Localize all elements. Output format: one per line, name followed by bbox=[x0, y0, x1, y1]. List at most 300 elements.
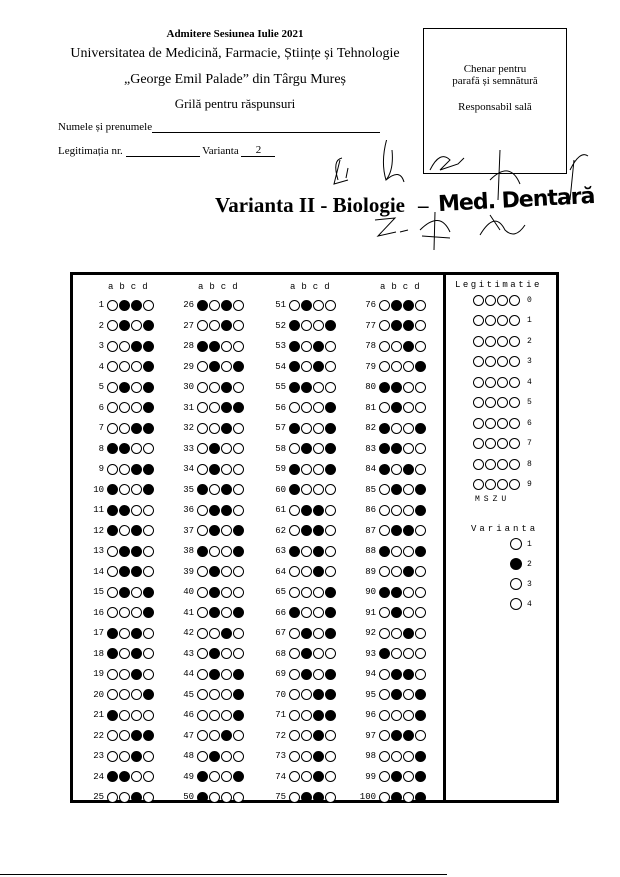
bubble-d[interactable] bbox=[143, 402, 154, 413]
bubble-a[interactable] bbox=[289, 402, 300, 413]
bubble-d[interactable] bbox=[325, 423, 336, 434]
bubble-c[interactable] bbox=[131, 648, 142, 659]
bubble-c[interactable] bbox=[221, 566, 232, 577]
legitimatie-bubble[interactable] bbox=[485, 377, 496, 388]
bubble-a[interactable] bbox=[379, 402, 390, 413]
bubble-c[interactable] bbox=[221, 792, 232, 803]
bubble-a[interactable] bbox=[107, 525, 118, 536]
bubble-b[interactable] bbox=[119, 566, 130, 577]
bubble-d[interactable] bbox=[143, 546, 154, 557]
bubble-d[interactable] bbox=[233, 771, 244, 782]
bubble-a[interactable] bbox=[197, 505, 208, 516]
bubble-b[interactable] bbox=[119, 730, 130, 741]
legitimatie-bubble[interactable] bbox=[473, 418, 484, 429]
bubble-c[interactable] bbox=[131, 443, 142, 454]
bubble-a[interactable] bbox=[107, 546, 118, 557]
bubble-b[interactable] bbox=[209, 402, 220, 413]
bubble-d[interactable] bbox=[325, 464, 336, 475]
bubble-b[interactable] bbox=[391, 423, 402, 434]
bubble-d[interactable] bbox=[143, 710, 154, 721]
bubble-a[interactable] bbox=[197, 669, 208, 680]
bubble-c[interactable] bbox=[221, 628, 232, 639]
legitimatie-bubble[interactable] bbox=[497, 315, 508, 326]
bubble-b[interactable] bbox=[391, 443, 402, 454]
bubble-c[interactable] bbox=[313, 648, 324, 659]
bubble-d[interactable] bbox=[325, 525, 336, 536]
bubble-b[interactable] bbox=[119, 689, 130, 700]
bubble-b[interactable] bbox=[301, 443, 312, 454]
bubble-a[interactable] bbox=[197, 341, 208, 352]
bubble-c[interactable] bbox=[313, 300, 324, 311]
bubble-b[interactable] bbox=[209, 484, 220, 495]
bubble-b[interactable] bbox=[119, 648, 130, 659]
bubble-d[interactable] bbox=[325, 648, 336, 659]
bubble-a[interactable] bbox=[379, 484, 390, 495]
bubble-b[interactable] bbox=[301, 628, 312, 639]
bubble-d[interactable] bbox=[415, 300, 426, 311]
bubble-c[interactable] bbox=[403, 771, 414, 782]
bubble-d[interactable] bbox=[325, 443, 336, 454]
bubble-c[interactable] bbox=[221, 320, 232, 331]
bubble-d[interactable] bbox=[415, 423, 426, 434]
bubble-b[interactable] bbox=[391, 628, 402, 639]
bubble-b[interactable] bbox=[391, 587, 402, 598]
bubble-b[interactable] bbox=[301, 423, 312, 434]
bubble-c[interactable] bbox=[313, 546, 324, 557]
bubble-a[interactable] bbox=[289, 361, 300, 372]
bubble-d[interactable] bbox=[325, 730, 336, 741]
bubble-c[interactable] bbox=[403, 792, 414, 803]
bubble-b[interactable] bbox=[209, 423, 220, 434]
bubble-d[interactable] bbox=[415, 792, 426, 803]
bubble-b[interactable] bbox=[301, 587, 312, 598]
bubble-b[interactable] bbox=[391, 361, 402, 372]
bubble-b[interactable] bbox=[119, 341, 130, 352]
bubble-c[interactable] bbox=[221, 607, 232, 618]
bubble-b[interactable] bbox=[119, 505, 130, 516]
bubble-c[interactable] bbox=[313, 464, 324, 475]
name-value[interactable] bbox=[152, 132, 380, 133]
bubble-c[interactable] bbox=[131, 607, 142, 618]
bubble-d[interactable] bbox=[325, 751, 336, 762]
bubble-a[interactable] bbox=[379, 341, 390, 352]
bubble-b[interactable] bbox=[119, 300, 130, 311]
bubble-a[interactable] bbox=[379, 587, 390, 598]
bubble-d[interactable] bbox=[233, 710, 244, 721]
bubble-c[interactable] bbox=[221, 730, 232, 741]
bubble-c[interactable] bbox=[313, 505, 324, 516]
varianta-bubble[interactable] bbox=[510, 598, 522, 610]
bubble-c[interactable] bbox=[131, 341, 142, 352]
legitimatie-bubble[interactable] bbox=[473, 397, 484, 408]
bubble-a[interactable] bbox=[289, 587, 300, 598]
bubble-b[interactable] bbox=[209, 361, 220, 372]
legitimatie-bubble[interactable] bbox=[509, 418, 520, 429]
bubble-d[interactable] bbox=[233, 443, 244, 454]
id-value[interactable] bbox=[126, 156, 200, 157]
bubble-d[interactable] bbox=[143, 484, 154, 495]
bubble-d[interactable] bbox=[233, 505, 244, 516]
bubble-c[interactable] bbox=[403, 320, 414, 331]
bubble-a[interactable] bbox=[107, 607, 118, 618]
bubble-b[interactable] bbox=[391, 546, 402, 557]
bubble-d[interactable] bbox=[325, 792, 336, 803]
bubble-b[interactable] bbox=[391, 689, 402, 700]
legitimatie-bubble[interactable] bbox=[485, 479, 496, 490]
bubble-c[interactable] bbox=[313, 484, 324, 495]
bubble-b[interactable] bbox=[391, 771, 402, 782]
bubble-d[interactable] bbox=[143, 566, 154, 577]
bubble-c[interactable] bbox=[403, 402, 414, 413]
legitimatie-bubble[interactable] bbox=[497, 295, 508, 306]
bubble-b[interactable] bbox=[301, 607, 312, 618]
bubble-a[interactable] bbox=[197, 300, 208, 311]
bubble-b[interactable] bbox=[301, 402, 312, 413]
bubble-a[interactable] bbox=[379, 751, 390, 762]
legitimatie-bubble[interactable] bbox=[509, 438, 520, 449]
bubble-b[interactable] bbox=[391, 751, 402, 762]
bubble-d[interactable] bbox=[325, 628, 336, 639]
bubble-a[interactable] bbox=[107, 689, 118, 700]
bubble-d[interactable] bbox=[415, 689, 426, 700]
name-field[interactable] bbox=[58, 121, 380, 133]
bubble-d[interactable] bbox=[143, 771, 154, 782]
legitimatie-bubble[interactable] bbox=[473, 459, 484, 470]
bubble-d[interactable] bbox=[233, 525, 244, 536]
bubble-b[interactable] bbox=[209, 320, 220, 331]
bubble-d[interactable] bbox=[233, 628, 244, 639]
bubble-b[interactable] bbox=[301, 382, 312, 393]
legitimatie-bubble[interactable] bbox=[473, 438, 484, 449]
bubble-c[interactable] bbox=[221, 300, 232, 311]
bubble-d[interactable] bbox=[233, 689, 244, 700]
bubble-a[interactable] bbox=[107, 710, 118, 721]
bubble-c[interactable] bbox=[403, 587, 414, 598]
legitimatie-bubble[interactable] bbox=[497, 336, 508, 347]
bubble-b[interactable] bbox=[119, 546, 130, 557]
bubble-b[interactable] bbox=[209, 566, 220, 577]
bubble-a[interactable] bbox=[379, 566, 390, 577]
bubble-d[interactable] bbox=[143, 525, 154, 536]
bubble-a[interactable] bbox=[197, 792, 208, 803]
bubble-c[interactable] bbox=[313, 710, 324, 721]
bubble-a[interactable] bbox=[289, 771, 300, 782]
bubble-a[interactable] bbox=[379, 628, 390, 639]
bubble-a[interactable] bbox=[107, 300, 118, 311]
bubble-d[interactable] bbox=[233, 587, 244, 598]
bubble-b[interactable] bbox=[301, 320, 312, 331]
bubble-d[interactable] bbox=[233, 566, 244, 577]
legitimatie-bubble[interactable] bbox=[509, 479, 520, 490]
bubble-d[interactable] bbox=[233, 751, 244, 762]
bubble-d[interactable] bbox=[415, 341, 426, 352]
legitimatie-bubble[interactable] bbox=[497, 459, 508, 470]
bubble-d[interactable] bbox=[415, 648, 426, 659]
legitimatie-bubble[interactable] bbox=[509, 356, 520, 367]
bubble-a[interactable] bbox=[107, 484, 118, 495]
bubble-a[interactable] bbox=[107, 648, 118, 659]
bubble-d[interactable] bbox=[233, 341, 244, 352]
bubble-a[interactable] bbox=[197, 525, 208, 536]
legitimatie-bubble[interactable] bbox=[473, 315, 484, 326]
bubble-a[interactable] bbox=[379, 710, 390, 721]
bubble-b[interactable] bbox=[391, 648, 402, 659]
bubble-d[interactable] bbox=[233, 669, 244, 680]
bubble-b[interactable] bbox=[301, 689, 312, 700]
bubble-b[interactable] bbox=[301, 730, 312, 741]
bubble-d[interactable] bbox=[415, 566, 426, 577]
bubble-b[interactable] bbox=[209, 341, 220, 352]
bubble-b[interactable] bbox=[301, 751, 312, 762]
bubble-c[interactable] bbox=[131, 525, 142, 536]
bubble-d[interactable] bbox=[415, 320, 426, 331]
bubble-b[interactable] bbox=[301, 566, 312, 577]
bubble-d[interactable] bbox=[415, 361, 426, 372]
bubble-b[interactable] bbox=[391, 382, 402, 393]
bubble-c[interactable] bbox=[313, 402, 324, 413]
bubble-c[interactable] bbox=[221, 689, 232, 700]
bubble-b[interactable] bbox=[391, 525, 402, 536]
bubble-b[interactable] bbox=[119, 710, 130, 721]
bubble-c[interactable] bbox=[403, 751, 414, 762]
bubble-b[interactable] bbox=[209, 300, 220, 311]
legitimatie-bubble[interactable] bbox=[485, 459, 496, 470]
bubble-a[interactable] bbox=[197, 710, 208, 721]
bubble-c[interactable] bbox=[131, 792, 142, 803]
bubble-c[interactable] bbox=[131, 689, 142, 700]
legitimatie-bubble[interactable] bbox=[485, 336, 496, 347]
legitimatie-bubble[interactable] bbox=[509, 336, 520, 347]
bubble-a[interactable] bbox=[197, 484, 208, 495]
bubble-a[interactable] bbox=[107, 443, 118, 454]
bubble-b[interactable] bbox=[119, 484, 130, 495]
bubble-c[interactable] bbox=[131, 771, 142, 782]
legitimatie-bubble[interactable] bbox=[473, 479, 484, 490]
legitimatie-bubble[interactable] bbox=[497, 377, 508, 388]
bubble-d[interactable] bbox=[143, 669, 154, 680]
bubble-d[interactable] bbox=[143, 382, 154, 393]
bubble-b[interactable] bbox=[391, 505, 402, 516]
bubble-a[interactable] bbox=[107, 361, 118, 372]
bubble-d[interactable] bbox=[143, 587, 154, 598]
bubble-d[interactable] bbox=[415, 464, 426, 475]
bubble-d[interactable] bbox=[143, 464, 154, 475]
bubble-d[interactable] bbox=[233, 648, 244, 659]
bubble-b[interactable] bbox=[119, 525, 130, 536]
bubble-a[interactable] bbox=[107, 320, 118, 331]
bubble-c[interactable] bbox=[403, 484, 414, 495]
bubble-a[interactable] bbox=[289, 484, 300, 495]
legitimatie-bubble[interactable] bbox=[497, 438, 508, 449]
bubble-d[interactable] bbox=[325, 771, 336, 782]
bubble-a[interactable] bbox=[289, 607, 300, 618]
bubble-c[interactable] bbox=[221, 443, 232, 454]
bubble-b[interactable] bbox=[209, 587, 220, 598]
bubble-b[interactable] bbox=[119, 751, 130, 762]
bubble-c[interactable] bbox=[403, 464, 414, 475]
bubble-b[interactable] bbox=[301, 771, 312, 782]
bubble-d[interactable] bbox=[415, 525, 426, 536]
bubble-b[interactable] bbox=[301, 546, 312, 557]
bubble-a[interactable] bbox=[289, 710, 300, 721]
bubble-a[interactable] bbox=[197, 607, 208, 618]
bubble-a[interactable] bbox=[107, 423, 118, 434]
bubble-c[interactable] bbox=[403, 648, 414, 659]
bubble-a[interactable] bbox=[379, 669, 390, 680]
bubble-d[interactable] bbox=[143, 689, 154, 700]
bubble-a[interactable] bbox=[379, 648, 390, 659]
bubble-b[interactable] bbox=[209, 710, 220, 721]
bubble-c[interactable] bbox=[403, 628, 414, 639]
bubble-c[interactable] bbox=[131, 587, 142, 598]
bubble-a[interactable] bbox=[197, 382, 208, 393]
bubble-c[interactable] bbox=[221, 648, 232, 659]
bubble-d[interactable] bbox=[415, 484, 426, 495]
variant-value[interactable]: 2 bbox=[241, 144, 275, 157]
bubble-a[interactable] bbox=[107, 382, 118, 393]
bubble-b[interactable] bbox=[301, 669, 312, 680]
bubble-c[interactable] bbox=[221, 341, 232, 352]
bubble-b[interactable] bbox=[209, 628, 220, 639]
bubble-d[interactable] bbox=[415, 607, 426, 618]
varianta-bubble[interactable] bbox=[510, 558, 522, 570]
bubble-a[interactable] bbox=[379, 546, 390, 557]
bubble-b[interactable] bbox=[119, 382, 130, 393]
bubble-a[interactable] bbox=[289, 423, 300, 434]
bubble-a[interactable] bbox=[289, 628, 300, 639]
bubble-b[interactable] bbox=[301, 484, 312, 495]
bubble-c[interactable] bbox=[403, 689, 414, 700]
bubble-c[interactable] bbox=[221, 771, 232, 782]
bubble-a[interactable] bbox=[289, 464, 300, 475]
bubble-d[interactable] bbox=[325, 689, 336, 700]
bubble-c[interactable] bbox=[403, 382, 414, 393]
legitimatie-bubble[interactable] bbox=[509, 459, 520, 470]
bubble-b[interactable] bbox=[209, 689, 220, 700]
bubble-d[interactable] bbox=[233, 546, 244, 557]
bubble-d[interactable] bbox=[325, 484, 336, 495]
bubble-d[interactable] bbox=[143, 505, 154, 516]
bubble-c[interactable] bbox=[131, 320, 142, 331]
bubble-c[interactable] bbox=[403, 607, 414, 618]
bubble-a[interactable] bbox=[107, 669, 118, 680]
bubble-a[interactable] bbox=[107, 505, 118, 516]
legitimatie-bubble[interactable] bbox=[473, 295, 484, 306]
bubble-d[interactable] bbox=[233, 402, 244, 413]
bubble-d[interactable] bbox=[325, 546, 336, 557]
bubble-b[interactable] bbox=[391, 607, 402, 618]
bubble-c[interactable] bbox=[221, 546, 232, 557]
bubble-c[interactable] bbox=[131, 402, 142, 413]
bubble-d[interactable] bbox=[143, 341, 154, 352]
bubble-c[interactable] bbox=[221, 751, 232, 762]
bubble-a[interactable] bbox=[197, 730, 208, 741]
bubble-a[interactable] bbox=[289, 443, 300, 454]
bubble-b[interactable] bbox=[391, 402, 402, 413]
bubble-c[interactable] bbox=[313, 361, 324, 372]
bubble-c[interactable] bbox=[313, 628, 324, 639]
bubble-c[interactable] bbox=[131, 382, 142, 393]
bubble-b[interactable] bbox=[209, 525, 220, 536]
bubble-d[interactable] bbox=[233, 464, 244, 475]
bubble-c[interactable] bbox=[403, 669, 414, 680]
bubble-d[interactable] bbox=[233, 320, 244, 331]
bubble-a[interactable] bbox=[197, 628, 208, 639]
bubble-d[interactable] bbox=[233, 300, 244, 311]
bubble-c[interactable] bbox=[131, 361, 142, 372]
bubble-d[interactable] bbox=[325, 361, 336, 372]
bubble-a[interactable] bbox=[197, 443, 208, 454]
bubble-d[interactable] bbox=[143, 443, 154, 454]
bubble-b[interactable] bbox=[209, 648, 220, 659]
bubble-a[interactable] bbox=[289, 648, 300, 659]
bubble-c[interactable] bbox=[131, 464, 142, 475]
bubble-c[interactable] bbox=[131, 628, 142, 639]
bubble-a[interactable] bbox=[289, 320, 300, 331]
legitimatie-bubble[interactable] bbox=[485, 315, 496, 326]
bubble-b[interactable] bbox=[119, 587, 130, 598]
bubble-c[interactable] bbox=[221, 361, 232, 372]
bubble-c[interactable] bbox=[403, 443, 414, 454]
bubble-b[interactable] bbox=[301, 505, 312, 516]
bubble-a[interactable] bbox=[289, 751, 300, 762]
bubble-b[interactable] bbox=[119, 628, 130, 639]
bubble-a[interactable] bbox=[107, 464, 118, 475]
bubble-a[interactable] bbox=[379, 300, 390, 311]
bubble-c[interactable] bbox=[313, 566, 324, 577]
bubble-a[interactable] bbox=[197, 423, 208, 434]
bubble-c[interactable] bbox=[313, 792, 324, 803]
bubble-a[interactable] bbox=[289, 341, 300, 352]
bubble-c[interactable] bbox=[403, 505, 414, 516]
bubble-b[interactable] bbox=[391, 730, 402, 741]
bubble-a[interactable] bbox=[289, 792, 300, 803]
bubble-a[interactable] bbox=[289, 382, 300, 393]
bubble-c[interactable] bbox=[313, 587, 324, 598]
bubble-b[interactable] bbox=[119, 402, 130, 413]
legitimatie-bubble[interactable] bbox=[497, 418, 508, 429]
bubble-c[interactable] bbox=[131, 730, 142, 741]
bubble-c[interactable] bbox=[403, 300, 414, 311]
bubble-a[interactable] bbox=[379, 423, 390, 434]
bubble-c[interactable] bbox=[403, 566, 414, 577]
bubble-d[interactable] bbox=[325, 566, 336, 577]
bubble-c[interactable] bbox=[403, 423, 414, 434]
legitimatie-bubble[interactable] bbox=[485, 418, 496, 429]
bubble-b[interactable] bbox=[209, 464, 220, 475]
bubble-d[interactable] bbox=[143, 320, 154, 331]
bubble-d[interactable] bbox=[415, 628, 426, 639]
bubble-c[interactable] bbox=[403, 710, 414, 721]
bubble-d[interactable] bbox=[325, 587, 336, 598]
bubble-c[interactable] bbox=[131, 300, 142, 311]
bubble-b[interactable] bbox=[209, 669, 220, 680]
bubble-d[interactable] bbox=[143, 423, 154, 434]
bubble-a[interactable] bbox=[107, 751, 118, 762]
bubble-b[interactable] bbox=[391, 710, 402, 721]
bubble-a[interactable] bbox=[107, 771, 118, 782]
bubble-d[interactable] bbox=[233, 607, 244, 618]
bubble-a[interactable] bbox=[289, 566, 300, 577]
bubble-b[interactable] bbox=[209, 546, 220, 557]
bubble-a[interactable] bbox=[379, 730, 390, 741]
bubble-b[interactable] bbox=[209, 443, 220, 454]
bubble-b[interactable] bbox=[301, 525, 312, 536]
bubble-c[interactable] bbox=[221, 505, 232, 516]
bubble-b[interactable] bbox=[119, 320, 130, 331]
bubble-a[interactable] bbox=[379, 771, 390, 782]
bubble-d[interactable] bbox=[415, 382, 426, 393]
